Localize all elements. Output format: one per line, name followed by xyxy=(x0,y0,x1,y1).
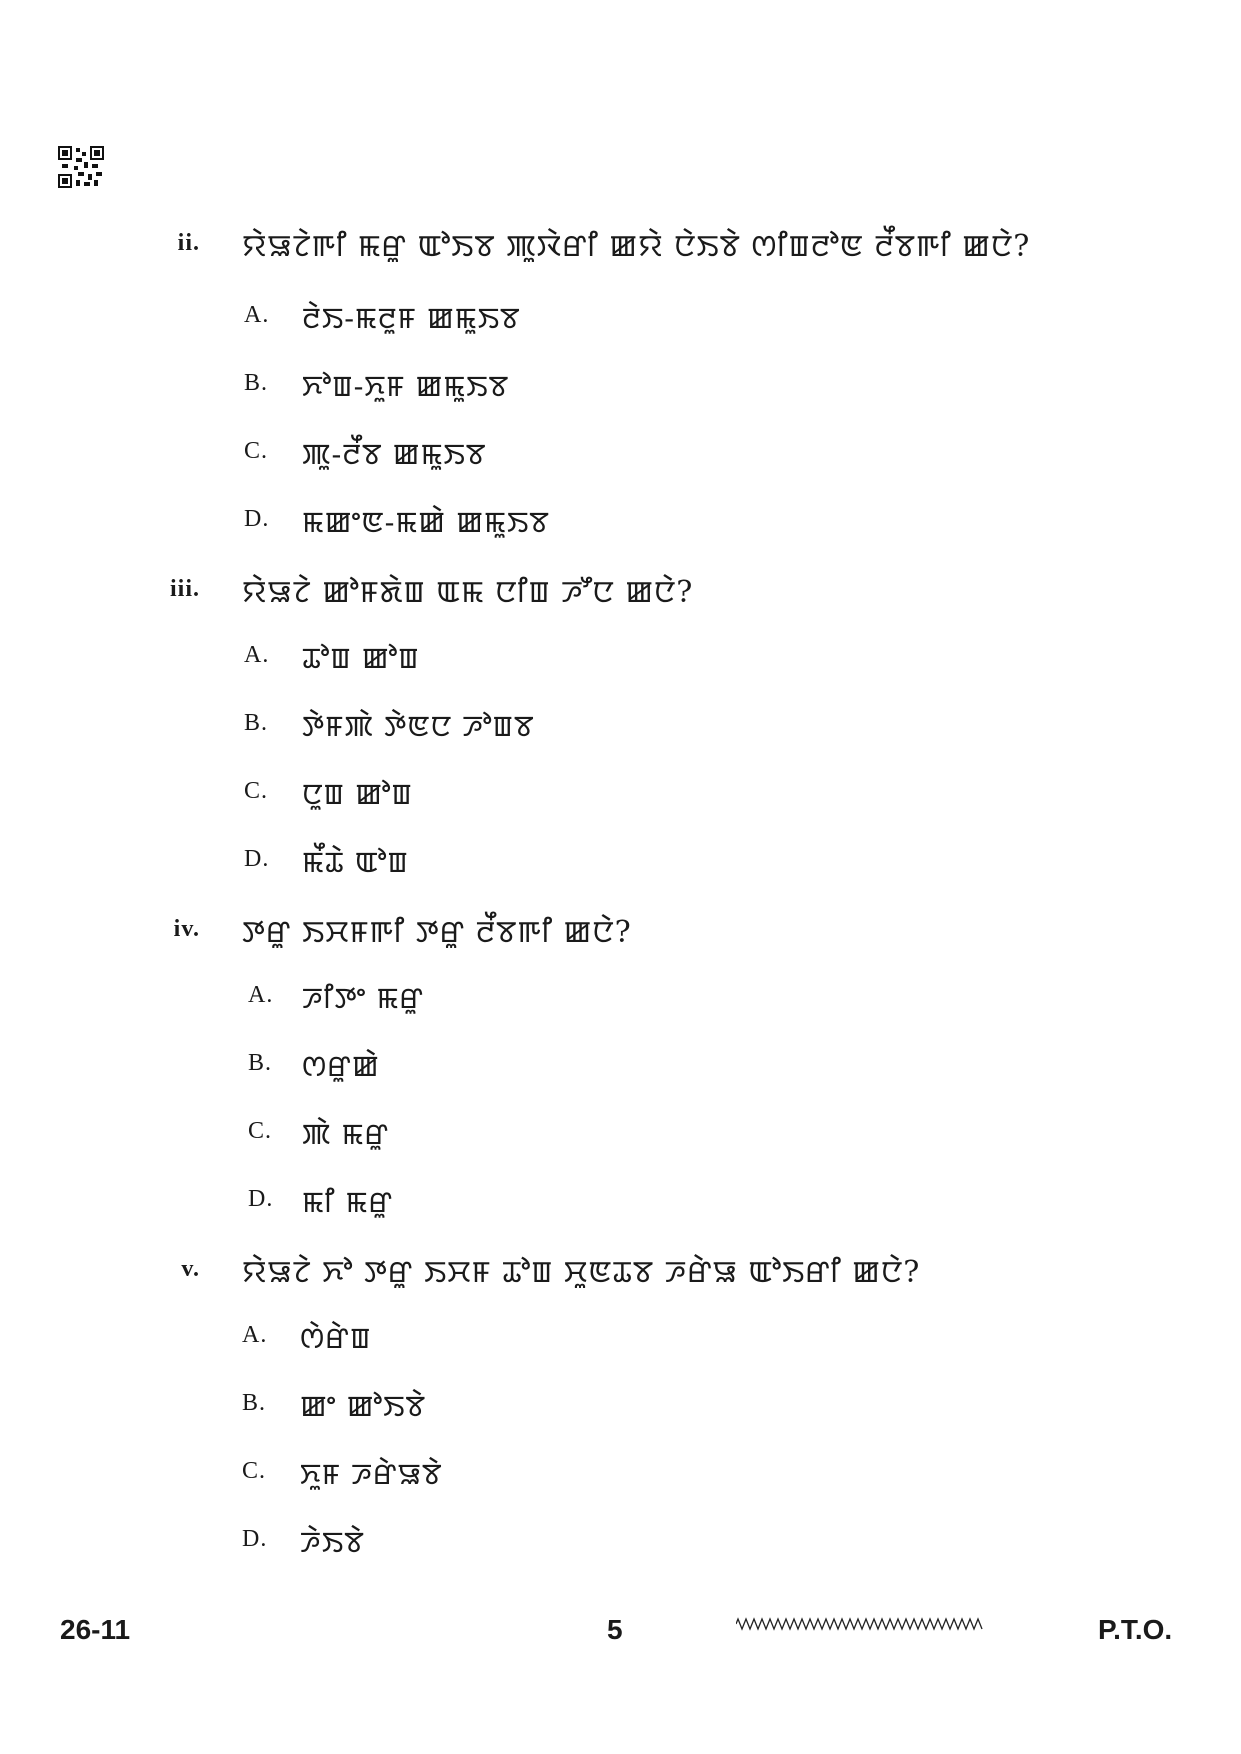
option-label: A. xyxy=(244,642,270,668)
option-text: ꯁꯥꯔꯥꯡ xyxy=(300,1321,372,1355)
option-label: A. xyxy=(244,302,270,328)
option-d xyxy=(0,1522,1241,1562)
option-a xyxy=(0,298,1241,338)
question-number: iii. xyxy=(169,576,200,602)
option-a xyxy=(0,978,1241,1018)
option-b xyxy=(0,1386,1241,1426)
option-text: ꯈꯨꯝ ꯍꯔꯥꯎꯕꯥ xyxy=(300,1457,443,1491)
option-label: C. xyxy=(242,1458,267,1484)
question-text: ꯇꯔꯨ ꯏꯆꯝꯒꯤ ꯇꯔꯨ ꯂꯩꯕꯒꯤ ꯀꯅꯥ? xyxy=(242,915,632,950)
option-text: ꯃꯤ ꯃꯔꯨ xyxy=(302,1185,394,1219)
question-number: ii. xyxy=(177,230,200,256)
option-d xyxy=(0,1182,1241,1222)
page-number: 5 xyxy=(607,1614,623,1645)
paper-code: 26-11 xyxy=(60,1614,131,1645)
option-c xyxy=(0,1454,1241,1494)
option-text: ꯄꯨ-ꯂꯩꯕ ꯀꯃꯨꯏꯕ xyxy=(302,437,487,471)
option-label: D. xyxy=(244,846,270,872)
option-text: ꯈꯣꯡ-ꯈꯨꯝ ꯀꯃꯨꯏꯕ xyxy=(302,369,510,403)
option-label: B. xyxy=(244,370,269,396)
option-d xyxy=(0,502,1241,542)
question-number: iv. xyxy=(173,916,200,942)
option-a xyxy=(0,638,1241,678)
option-label: C. xyxy=(244,778,269,804)
question-number: v. xyxy=(181,1256,200,1282)
option-text: ꯃꯀꯦꯟ-ꯃꯀꯥ ꯀꯃꯨꯏꯕ xyxy=(302,505,550,539)
option-label: C. xyxy=(244,438,269,464)
option-text: ꯃꯩꯊꯥ ꯑꯣꯡ xyxy=(302,845,409,879)
option-label: A. xyxy=(248,982,274,1008)
option-a xyxy=(0,1318,1241,1358)
qr-code-icon xyxy=(58,146,104,188)
question-text: ꯌꯥꯎꯖꯥꯒꯤ ꯃꯔꯨ ꯑꯣꯏꯕ ꯄꯨꯋꯥꯔꯤ ꯀꯌꯥ ꯅꯥꯏꯕꯥ ꯁꯤꯡꯂꯣꯟ ꯂꯩꯕꯒꯤ ꯀꯅꯥ? xyxy=(242,229,1031,264)
option-text: ꯂꯥꯏ-ꯃꯂꯨꯝ ꯀꯃꯨꯏꯕ xyxy=(302,301,521,335)
question-text: ꯌꯥꯎꯖꯥ ꯀꯣꯝꯗꯥꯡ ꯑꯃ ꯅꯤꯡ ꯍꯧꯅ ꯀꯅꯥ? xyxy=(242,575,694,610)
option-label: B. xyxy=(242,1390,267,1416)
option-b xyxy=(0,366,1241,406)
option-c xyxy=(0,434,1241,474)
option-text: ꯍꯤꯇꯦ ꯃꯔꯨ xyxy=(302,981,425,1015)
option-text: ꯍꯥꯏꯕꯥ xyxy=(300,1525,365,1559)
option-text: ꯁꯔꯨꯀꯥ xyxy=(302,1049,380,1083)
option-text: ꯇꯥꯝꯄꯥ ꯇꯥꯟꯅ ꯍꯣꯡꯕ xyxy=(302,709,535,743)
option-text: ꯀꯦ ꯀꯣꯏꯕꯥ xyxy=(300,1389,427,1423)
question-text: ꯌꯥꯎꯖꯥ ꯈꯣ ꯇꯔꯨ ꯏꯆꯝ ꯊꯣꯡ ꯆꯨꯟꯊꯕ ꯍꯔꯥꯎ ꯑꯣꯏꯔꯤ ꯀꯅꯥ? xyxy=(242,1255,921,1290)
option-b xyxy=(0,1046,1241,1086)
option-label: D. xyxy=(244,506,270,532)
option-b xyxy=(0,706,1241,746)
option-label: A. xyxy=(242,1322,268,1348)
option-d xyxy=(0,842,1241,882)
option-c xyxy=(0,1114,1241,1154)
option-label: B. xyxy=(244,710,269,736)
option-text: ꯅꯨꯡ ꯀꯣꯡ xyxy=(302,777,413,811)
option-text: ꯄꯥ ꯃꯔꯨ xyxy=(302,1117,390,1151)
option-label: C. xyxy=(248,1118,273,1144)
option-label: D. xyxy=(242,1526,268,1552)
option-c xyxy=(0,774,1241,814)
pto-label: P.T.O. xyxy=(1098,1614,1173,1645)
option-label: D. xyxy=(248,1186,274,1212)
option-text: ꯊꯣꯡ ꯀꯣꯡ xyxy=(302,641,420,675)
option-label: B. xyxy=(248,1050,273,1076)
wavy-line-decoration xyxy=(736,1616,986,1632)
